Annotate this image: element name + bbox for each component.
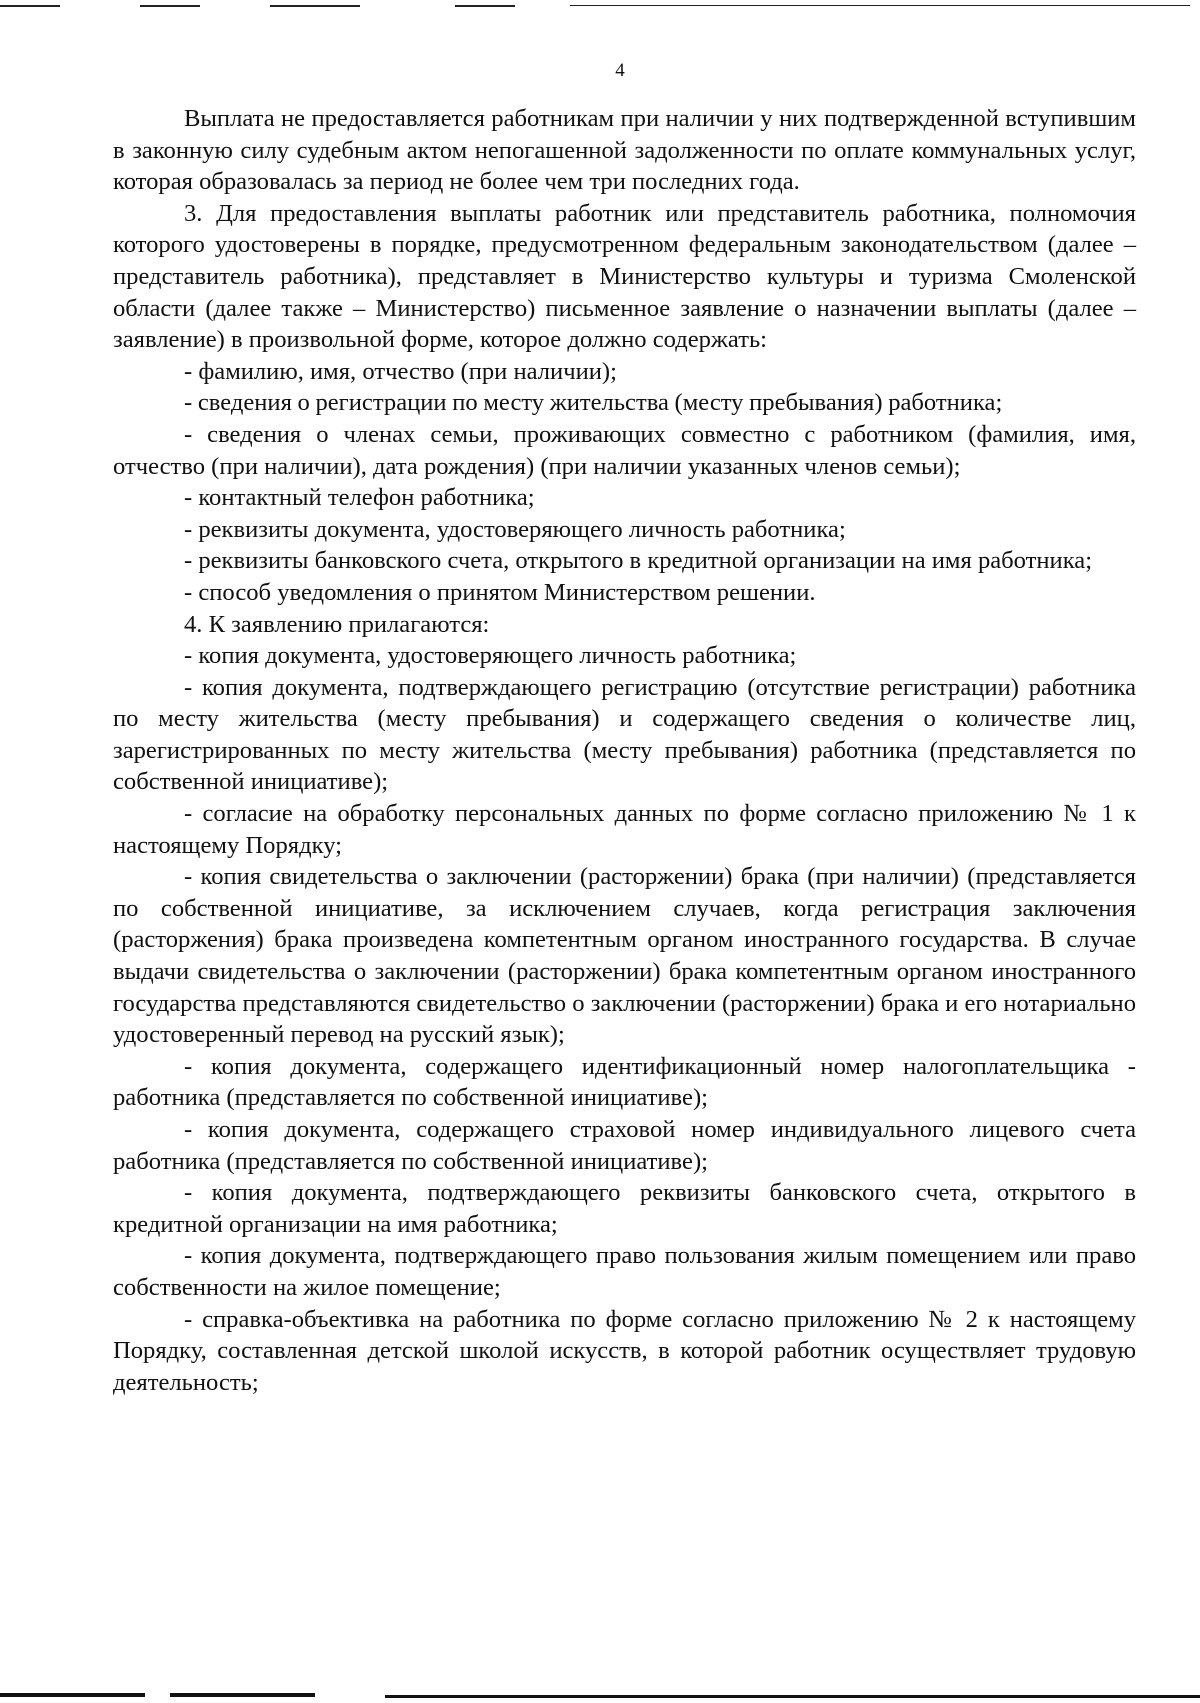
list-item-registration-copy: - копия документа, подтверждающего регистрацию (отсутствие регистрации) работника по месту жительства (месту пребывания) и содержащего сведения о количестве лиц, зарегистрированных по месту жительства (месту пребывания) работника (представляется по собственной инициативе);	[113, 673, 1136, 796]
page-number: 4	[615, 60, 625, 81]
list-item-insurance-number: - копия документа, содержащего страховой номер индивидуального лицевого счета работника (представляется по собственной инициативе);	[113, 1116, 1136, 1175]
paragraph-payment-denial: Выплата не предоставляется работникам при наличии у них подтвержденной вступившим в законную силу судебным актом непогашенной задолженности по оплате коммунальных услуг, которая образовалась за период не более чем три последних года.	[113, 105, 1136, 196]
list-item-housing-rights: - копия документа, подтверждающего право пользования жилым помещением или право собственности на жилое помещение;	[113, 1242, 1136, 1301]
scan-edge-bottom	[0, 1683, 1200, 1703]
paragraph-item-4: 4. К заявлению прилагаются:	[184, 610, 490, 638]
list-item-reference-form: - справка-объективка на работника по форме согласно приложению № 2 к настоящему Порядку, составленная детской школой искусств, в которой работник осуществляет трудовую деятельность;	[113, 1305, 1136, 1396]
paragraph-item-3: 3. Для предоставления выплаты работник или представитель работника, полномочия которого удостоверены в порядке, предусмотренном федеральным законодательством (далее – представитель работника), представляет в Министерство культуры и туризма Смоленской области (далее также – Министерство) письменное заявление о назначении выплаты (далее – заявление) в произвольной форме, которое должно содержать:	[113, 199, 1136, 354]
list-item-notification-method: - способ уведомления о принятом Министерством решении.	[184, 578, 816, 606]
scan-edge-top	[0, 0, 1200, 14]
list-item-bank-details-copy: - копия документа, подтверждающего реквизиты банковского счета, открытого в кредитной организации на имя работника;	[113, 1179, 1136, 1238]
list-item-identity-document: - реквизиты документа, удостоверяющего личность работника;	[184, 515, 846, 543]
list-item-taxpayer-number: - копия документа, содержащего идентификационный номер налогоплательщика - работника (представляется по собственной инициативе);	[113, 1052, 1136, 1112]
list-item-contact-phone: - контактный телефон работника;	[184, 484, 535, 512]
list-item-personal-data-consent: - согласие на обработку персональных данных по форме согласно приложению № 1 к настоящему Порядку;	[113, 800, 1136, 859]
list-item-registration-info: - сведения о регистрации по месту жительства (месту пребывания) работника;	[184, 389, 1003, 417]
list-item-bank-account: - реквизиты банковского счета, открытого в кредитной организации на имя работника;	[184, 547, 1093, 575]
list-item-full-name: - фамилию, имя, отчество (при наличии);	[184, 357, 617, 385]
list-item-identity-copy: - копия документа, удостоверяющего личность работника;	[184, 642, 797, 670]
list-item-marriage-certificate: - копия свидетельства о заключении (расторжении) брака (при наличии) (представляется по собственной инициативе, за исключением случаев, когда регистрация заключения (расторжения) брака произведена компетентным органом иностранного государства. В случае выдачи свидетельства о заключении (расторжении) брака компетентным органом иностранного государства представляются свидетельство о заключении (расторжении) брака и его нотариально удостоверенный перевод на русский язык);	[113, 863, 1136, 1049]
document-body	[113, 103, 1136, 1398]
list-item-family-members: - сведения о членах семьи, проживающих совместно с работником (фамилия, имя, отчество (при наличии), дата рождения) (при наличии указанных членов семьи);	[113, 420, 1136, 480]
